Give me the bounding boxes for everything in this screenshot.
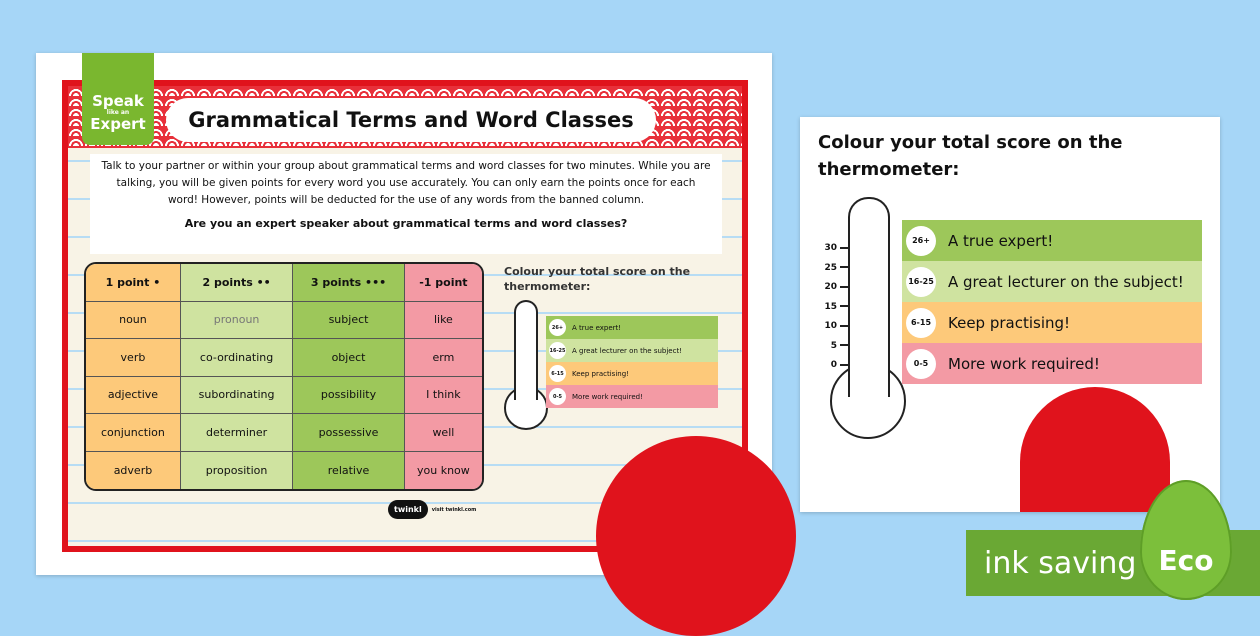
text: subject <box>293 302 405 340</box>
header-1-point: 1 point • <box>86 264 181 302</box>
text: relative <box>293 452 405 490</box>
text: Speak <box>92 92 144 110</box>
text: ink saving <box>984 545 1137 581</box>
text: Eco <box>1158 543 1214 577</box>
text: 10 <box>812 317 850 337</box>
text: like <box>405 302 482 340</box>
text: twinkl <box>388 500 428 519</box>
word-table <box>84 262 484 491</box>
text: well <box>405 414 482 452</box>
text: 6-15 <box>549 365 566 382</box>
table-row <box>86 302 482 340</box>
rising-sun-decoration <box>596 436 796 636</box>
text: pronoun <box>181 302 293 340</box>
text: verb <box>86 339 181 377</box>
level-item <box>546 385 718 408</box>
text: More work required! <box>572 392 643 401</box>
text: possibility <box>293 377 405 415</box>
text: 0-5 <box>906 349 936 379</box>
rising-sun-decoration <box>1020 387 1170 512</box>
thermometer-zoom-preview <box>800 117 1220 512</box>
text: possessive <box>293 414 405 452</box>
header-2-points: 2 points •• <box>181 264 293 302</box>
text: adverb <box>86 452 181 490</box>
level-item <box>546 316 718 339</box>
text: adjective <box>86 377 181 415</box>
text: A great lecturer on the subject! <box>572 346 682 355</box>
level-item <box>546 339 718 362</box>
twinkl-logo <box>388 500 476 519</box>
text: A true expert! <box>572 323 622 332</box>
level-item <box>902 220 1202 261</box>
text: erm <box>405 339 482 377</box>
text: I think <box>405 377 482 415</box>
worksheet-title: Grammatical Terms and Word Classes <box>166 98 656 142</box>
header-minus-1-point: -1 point <box>405 264 482 302</box>
instructions <box>90 154 722 254</box>
text: object <box>293 339 405 377</box>
text: 16-25 <box>549 342 566 359</box>
speak-like-expert-tag <box>82 53 154 145</box>
text: Are you an expert speaker about grammatical terms and word classes? <box>184 217 628 230</box>
table-row <box>86 339 482 377</box>
text: 20 <box>812 278 850 298</box>
text: conjunction <box>86 414 181 452</box>
text: 26+ <box>906 226 936 256</box>
worksheet-frame <box>62 80 748 552</box>
level-item <box>902 302 1202 343</box>
table-row <box>86 452 482 490</box>
level-item <box>902 261 1202 302</box>
text: you know <box>405 452 482 490</box>
table-row <box>86 414 482 452</box>
score-levels <box>902 220 1202 384</box>
text: Expert <box>90 115 146 133</box>
text: noun <box>86 302 181 340</box>
level-item <box>902 343 1202 384</box>
text: 25 <box>812 259 850 279</box>
text: like an <box>106 109 130 116</box>
table-row <box>86 377 482 415</box>
text: co-ordinating <box>181 339 293 377</box>
text: 0 <box>812 356 850 376</box>
text: determiner <box>181 414 293 452</box>
text: Keep practising! <box>572 369 629 378</box>
thermometer-scale <box>812 239 850 376</box>
text: A great lecturer on the subject! <box>948 272 1184 291</box>
thermometer-prompt-small: Colour your total score on the thermometer: <box>504 265 691 293</box>
text: 30 <box>812 239 850 259</box>
header-banner <box>68 86 742 148</box>
worksheet-preview <box>36 53 772 575</box>
text: 5 <box>812 337 850 357</box>
text: visit twinkl.com <box>431 506 477 513</box>
text: A true expert! <box>948 231 1054 250</box>
text: subordinating <box>181 377 293 415</box>
text: 15 <box>812 298 850 318</box>
text: 26+ <box>549 319 566 336</box>
text: More work required! <box>948 354 1100 373</box>
thermometer-prompt: Colour your total score on the thermometer: <box>818 132 1123 180</box>
level-item <box>546 362 718 385</box>
levels-small <box>546 316 718 408</box>
text: 0-5 <box>549 388 566 405</box>
text: Keep practising! <box>948 313 1071 332</box>
text: 6-15 <box>906 308 936 338</box>
header-3-points: 3 points ••• <box>293 264 405 302</box>
text: Talk to your partner or within your group about grammatical terms and word classes for two minutes. While you are talking, you will be given points for every word you use accurately. You can only earn the points once for each word! However, points will be deducted for the use of any words from the banned column. <box>101 160 711 206</box>
text: proposition <box>181 452 293 490</box>
text: 16-25 <box>906 267 936 297</box>
